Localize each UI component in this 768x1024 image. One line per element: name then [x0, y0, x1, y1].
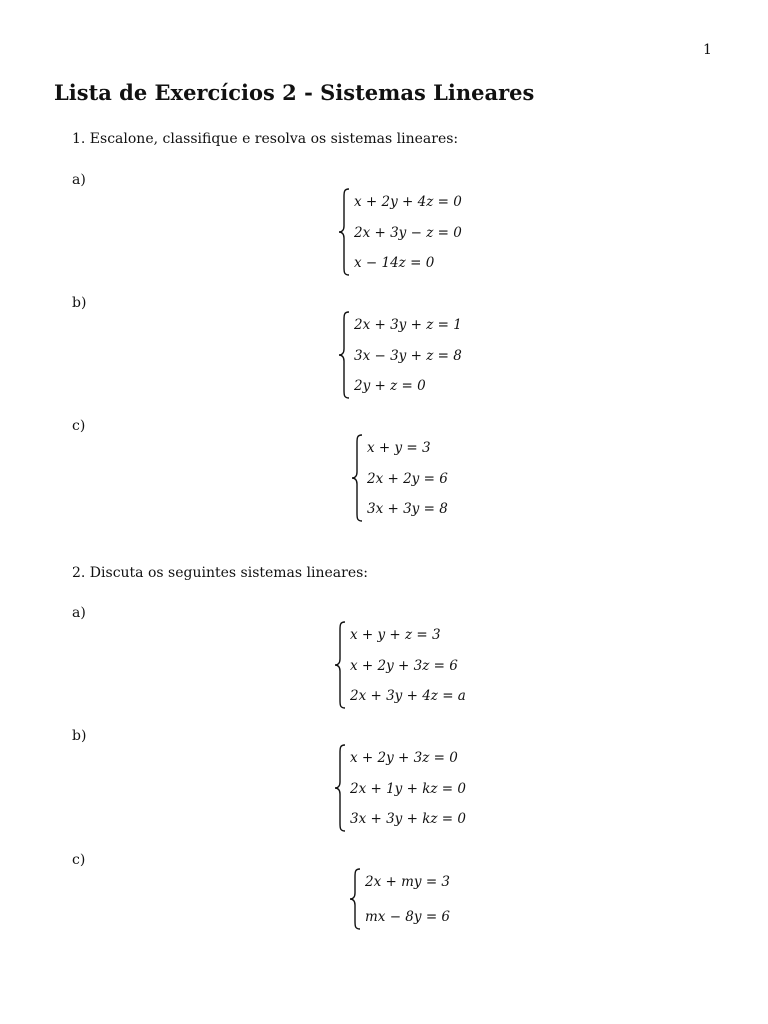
equation: x + y = 3 [367, 440, 431, 456]
left-brace-icon [349, 868, 363, 930]
equation: 3x − 3y + z = 8 [354, 347, 462, 364]
equation: 2x + 3y − z = 0 [354, 224, 462, 241]
equation: 2x + my = 3 [365, 874, 451, 890]
equation: x + y + z = 3 [350, 627, 441, 643]
item-label: b) [72, 295, 87, 311]
question-2-prompt: 2. Discuta os seguintes sistemas lineares: [72, 565, 369, 581]
question-1-prompt: 1. Escalone, classifique e resolva os sistemas lineares: [72, 131, 459, 147]
equation: 2x + 2y = 6 [367, 470, 448, 487]
left-brace-icon [338, 311, 352, 399]
equation-system [351, 434, 448, 522]
equation: 3x + 3y + kz = 0 [350, 811, 466, 827]
item-label: a) [72, 172, 86, 188]
equation: 3x + 3y = 8 [367, 501, 448, 517]
equation: 2x + 3y + 4z = a [350, 688, 466, 704]
equation: x − 14z = 0 [354, 255, 435, 271]
equation: x + 2y + 3z = 6 [350, 657, 458, 674]
equation-system [334, 621, 466, 709]
equation: 2x + 3y + z = 1 [354, 317, 462, 333]
equation: 2x + 1y + kz = 0 [350, 780, 466, 797]
left-brace-icon [338, 188, 352, 276]
page-title: Lista de Exercícios 2 - Sistemas Lineares [54, 80, 535, 105]
equation: x + 2y + 4z = 0 [354, 194, 462, 210]
equation: mx − 8y = 6 [365, 909, 451, 925]
left-brace-icon [334, 744, 348, 832]
page-number: 1 [703, 42, 712, 58]
equation-system [338, 311, 462, 399]
equation-system [349, 868, 450, 930]
item-label: c) [72, 418, 86, 434]
equation-system [338, 188, 462, 276]
equation-system [334, 744, 466, 832]
equation: x + 2y + 3z = 0 [350, 750, 458, 766]
left-brace-icon [334, 621, 348, 709]
item-label: c) [72, 852, 86, 868]
item-label: a) [72, 605, 86, 621]
item-label: b) [72, 728, 87, 744]
equation: 2y + z = 0 [354, 378, 426, 394]
left-brace-icon [351, 434, 365, 522]
